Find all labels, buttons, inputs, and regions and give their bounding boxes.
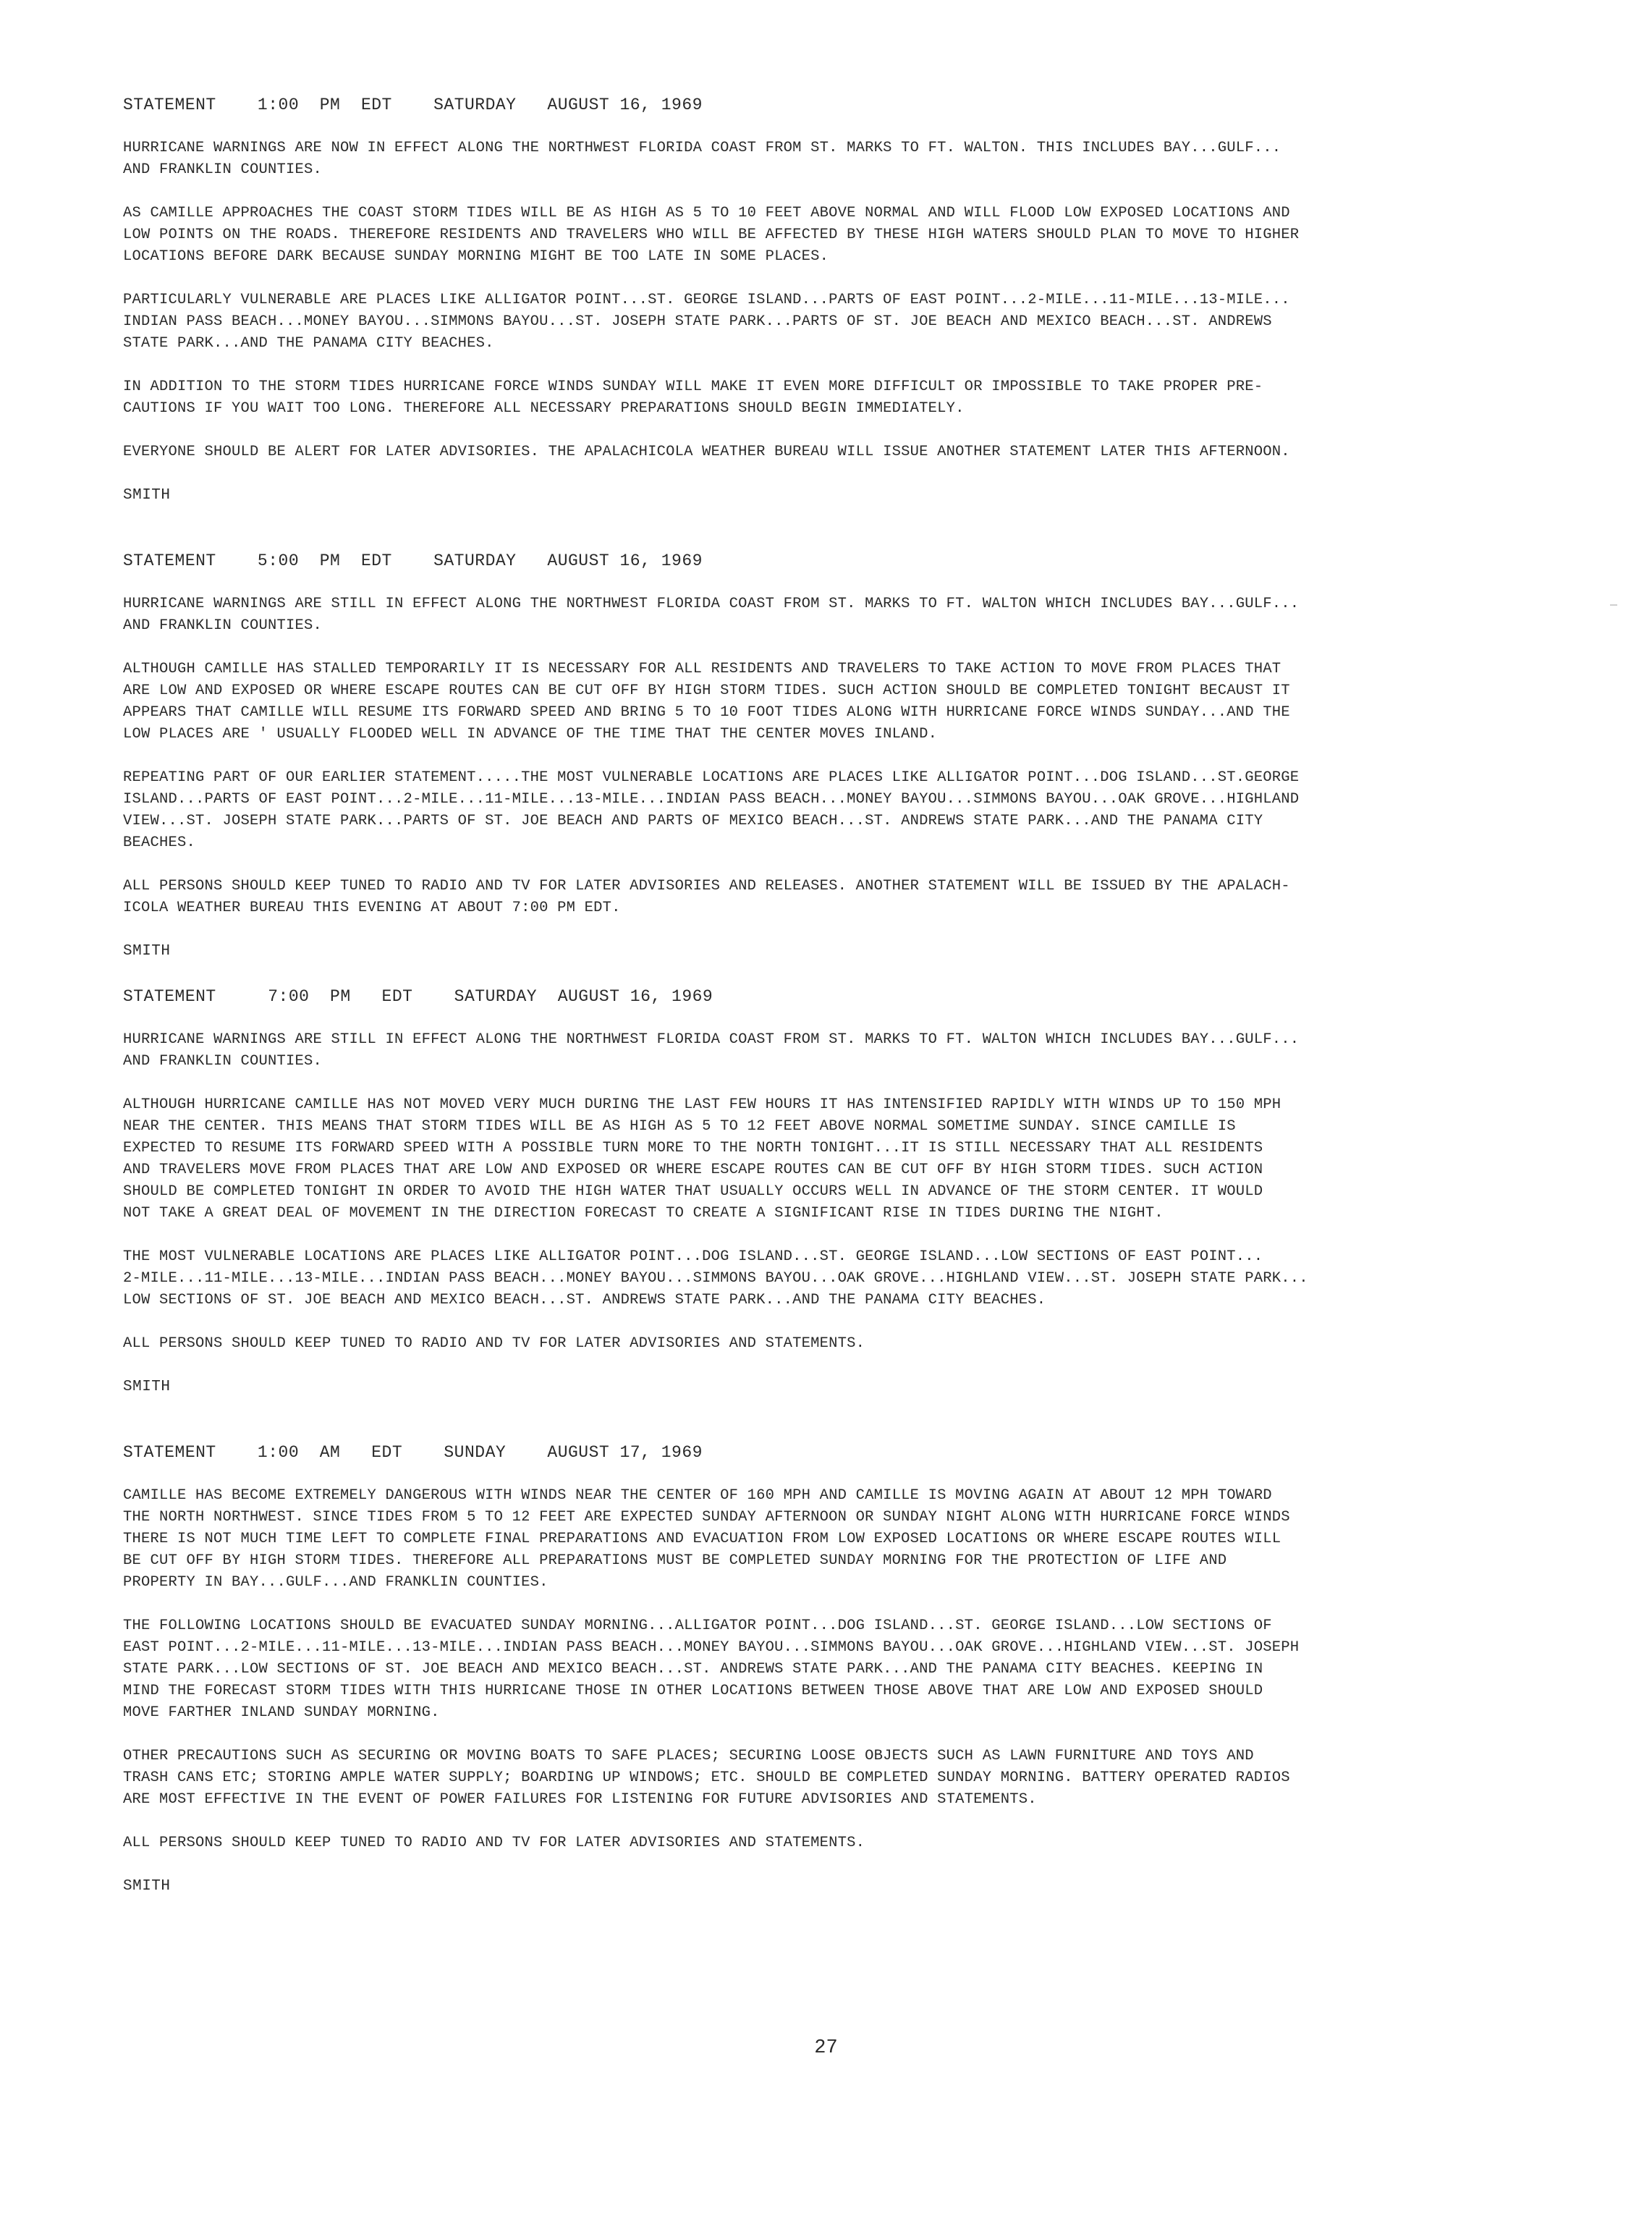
- statement-paragraph: PARTICULARLY VULNERABLE ARE PLACES LIKE ALLIGATOR POINT...ST. GEORGE ISLAND...PARTS OF EAST POINT...2-MILE...11-MILE...13-MILE... INDIAN PASS BEACH...MONEY BAYOU...SIMMONS BAYOU...ST. JOSEPH STATE PARK...PARTS OF ST. JOE BEACH AND MEXICO BEACH...ST. ANDREWS STATE PARK...AND THE PANAMA CITY BEACHES.: [123, 292, 1290, 352]
- scan-edge-mark: [1610, 604, 1617, 606]
- statement-paragraph: ALTHOUGH HURRICANE CAMILLE HAS NOT MOVED VERY MUCH DURING THE LAST FEW HOURS IT HAS INTENSIFIED RAPIDLY WITH WINDS UP TO 150 MPH NEAR THE CENTER. THIS MEANS THAT STORM TIDES WILL BE AS HIGH AS 5 TO 12 FEET ABOVE NORMAL SOMETIME SUNDAY. SINCE CAMILLE IS EXPECTED TO RESUME ITS FORWARD SPEED WITH A POSSIBLE TURN MORE TO THE NORTH TONIGHT...IT IS STILL NECESSARY THAT ALL RESIDENTS AND TRAVELERS MOVE FROM PLACES THAT ARE LOW AND EXPOSED OR WHERE ESCAPE ROUTES CAN BE CUT OFF BY HIGH STORM TIDES. SUCH ACTION SHOULD BE COMPLETED TONIGHT IN ORDER TO AVOID THE HIGH WATER THAT USUALLY OCCURS WELL IN ADVANCE OF THE STORM CENTER. IT WOULD NOT TAKE A GREAT DEAL OF MOVEMENT IN THE DIRECTION FORECAST TO CREATE A SIGNIFICANT RISE IN TIDES DURING THE NIGHT.: [123, 1096, 1282, 1222]
- statement-signature: SMITH: [123, 1379, 171, 1395]
- statement-paragraph: THE MOST VULNERABLE LOCATIONS ARE PLACES LIKE ALLIGATOR POINT...DOG ISLAND...ST. GEORGE ISLAND...LOW SECTIONS OF EAST POINT... 2-MILE...11-MILE...13-MILE...INDIAN PASS BEACH...MONEY BAYOU...SIMMONS BAYOU...OAK GROVE...HIGHLAND VIEW...ST. JOSEPH STATE PARK... LOW SECTIONS OF ST. JOE BEACH AND MEXICO BEACH...ST. ANDREWS STATE PARK...AND THE PANAMA CITY BEACHES.: [123, 1248, 1308, 1308]
- statement-heading: STATEMENT 1:00 PM EDT SATURDAY AUGUST 16, 1969: [123, 96, 703, 114]
- statement-paragraph: AS CAMILLE APPROACHES THE COAST STORM TIDES WILL BE AS HIGH AS 5 TO 10 FEET ABOVE NORMAL AND WILL FLOOD LOW EXPOSED LOCATIONS AND LOW POINTS ON THE ROADS. THEREFORE RESIDENTS AND TRAVELERS WHO WILL BE AFFECTED BY THESE HIGH WATERS SHOULD PLAN TO MOVE TO HIGHER LOCATIONS BEFORE DARK BECAUSE SUNDAY MORNING MIGHT BE TOO LATE IN SOME PLACES.: [123, 205, 1300, 265]
- statement-paragraph: HURRICANE WARNINGS ARE STILL IN EFFECT ALONG THE NORTHWEST FLORIDA COAST FROM ST. MARKS TO FT. WALTON WHICH INCLUDES BAY...GULF... AND FRANKLIN COUNTIES.: [123, 596, 1300, 634]
- statement-paragraph: OTHER PRECAUTIONS SUCH AS SECURING OR MOVING BOATS TO SAFE PLACES; SECURING LOOSE OBJECTS SUCH AS LAWN FURNITURE AND TOYS AND TRASH CANS ETC; STORING AMPLE WATER SUPPLY; BOARDING UP WINDOWS; ETC. SHOULD BE COMPLETED SUNDAY MORNING. BATTERY OPERATED RADIOS ARE MOST EFFECTIVE IN THE EVENT OF POWER FAILURES FOR LISTENING FOR FUTURE ADVISORIES AND STATEMENTS.: [123, 1748, 1290, 1808]
- statement-paragraph: ALL PERSONS SHOULD KEEP TUNED TO RADIO AND TV FOR LATER ADVISORIES AND STATEMENTS.: [123, 1835, 865, 1851]
- statement-paragraph: REPEATING PART OF OUR EARLIER STATEMENT.....THE MOST VULNERABLE LOCATIONS ARE PLACES LIKE ALLIGATOR POINT...DOG ISLAND...ST.GEORGE ISLAND...PARTS OF EAST POINT...2-MILE...11-MILE...13-MILE...INDIAN PASS BEACH...MONEY BAYOU...SIMMONS BAYOU...OAK GROVE...HIGHLAND VIEW...ST. JOSEPH STATE PARK...PARTS OF ST. JOE BEACH AND PARTS OF MEXICO BEACH...ST. ANDREWS STATE PARK...AND THE PANAMA CITY BEACHES.: [123, 769, 1300, 851]
- statement-2: [123, 550, 1570, 963]
- document-page: [123, 94, 1570, 1898]
- statement-1: [123, 94, 1570, 507]
- statement-signature: SMITH: [123, 943, 171, 960]
- statement-paragraph: THE FOLLOWING LOCATIONS SHOULD BE EVACUATED SUNDAY MORNING...ALLIGATOR POINT...DOG ISLAND...ST. GEORGE ISLAND...LOW SECTIONS OF EAST POINT...2-MILE...11-MILE...13-MILE...INDIAN PASS BEACH...MONEY BAYOU...SIMMONS BAYOU...OAK GROVE...HIGHLAND VIEW...ST. JOSEPH STATE PARK...LOW SECTIONS OF ST. JOE BEACH AND MEXICO BEACH...ST. ANDREWS STATE PARK...AND THE PANAMA CITY BEACHES. KEEPING IN MIND THE FORECAST STORM TIDES WITH THIS HURRICANE THOSE IN OTHER LOCATIONS BETWEEN THOSE ABOVE THAT ARE LOW AND EXPOSED SHOULD MOVE FARTHER INLAND SUNDAY MORNING.: [123, 1617, 1300, 1721]
- statement-paragraph: CAMILLE HAS BECOME EXTREMELY DANGEROUS WITH WINDS NEAR THE CENTER OF 160 MPH AND CAMILLE IS MOVING AGAIN AT ABOUT 12 MPH TOWARD THE NORTH NORTHWEST. SINCE TIDES FROM 5 TO 12 FEET ARE EXPECTED SUNDAY AFTERNOON OR SUNDAY NIGHT ALONG WITH HURRICANE FORCE WINDS THERE IS NOT MUCH TIME LEFT TO COMPLETE FINAL PREPARATIONS AND EVACUATION FROM LOW EXPOSED LOCATIONS OR WHERE ESCAPE ROUTES WILL BE CUT OFF BY HIGH STORM TIDES. THEREFORE ALL PREPARATIONS MUST BE COMPLETED SUNDAY MORNING FOR THE PROTECTION OF LIFE AND PROPERTY IN BAY...GULF...AND FRANKLIN COUNTIES.: [123, 1487, 1290, 1591]
- statement-paragraph: ALL PERSONS SHOULD KEEP TUNED TO RADIO AND TV FOR LATER ADVISORIES AND RELEASES. ANOTHER STATEMENT WILL BE ISSUED BY THE APALACH- ICOLA WEATHER BUREAU THIS EVENING AT ABOUT 7:00 PM EDT.: [123, 878, 1290, 916]
- statement-paragraph: ALTHOUGH CAMILLE HAS STALLED TEMPORARILY IT IS NECESSARY FOR ALL RESIDENTS AND TRAVELERS TO TAKE ACTION TO MOVE FROM PLACES THAT ARE LOW AND EXPOSED OR WHERE ESCAPE ROUTES CAN BE CUT OFF BY HIGH STORM TIDES. SUCH ACTION SHOULD BE COMPLETED TONIGHT BECAUST IT APPEARS THAT CAMILLE WILL RESUME ITS FORWARD SPEED AND BRING 5 TO 10 FOOT TIDES ALONG WITH HURRICANE FORCE WINDS SUNDAY...AND THE LOW PLACES ARE ' USUALLY FLOODED WELL IN ADVANCE OF THE TIME THAT THE CENTER MOVES INLAND.: [123, 661, 1290, 743]
- statement-heading: STATEMENT 5:00 PM EDT SATURDAY AUGUST 16, 1969: [123, 551, 703, 570]
- page-number: 27: [814, 2037, 838, 2059]
- statement-3: [123, 986, 1570, 1398]
- statement-4: [123, 1442, 1570, 1898]
- statement-signature: SMITH: [123, 487, 171, 504]
- statement-heading: STATEMENT 7:00 PM EDT SATURDAY AUGUST 16, 1969: [123, 987, 713, 1006]
- statement-paragraph: EVERYONE SHOULD BE ALERT FOR LATER ADVISORIES. THE APALACHICOLA WEATHER BUREAU WILL ISSUE ANOTHER STATEMENT LATER THIS AFTERNOON.: [123, 444, 1290, 460]
- statement-paragraph: IN ADDITION TO THE STORM TIDES HURRICANE FORCE WINDS SUNDAY WILL MAKE IT EVEN MORE DIFFICULT OR IMPOSSIBLE TO TAKE PROPER PRE- CAUTIONS IF YOU WAIT TOO LONG. THEREFORE ALL NECESSARY PREPARATIONS SHOULD BEGIN IMMEDIATELY.: [123, 379, 1263, 417]
- statement-signature: SMITH: [123, 1878, 171, 1895]
- statement-paragraph: HURRICANE WARNINGS ARE NOW IN EFFECT ALONG THE NORTHWEST FLORIDA COAST FROM ST. MARKS TO FT. WALTON. THIS INCLUDES BAY...GULF... AND FRANKLIN COUNTIES.: [123, 140, 1282, 178]
- statement-heading: STATEMENT 1:00 AM EDT SUNDAY AUGUST 17, 1969: [123, 1443, 703, 1462]
- statement-paragraph: ALL PERSONS SHOULD KEEP TUNED TO RADIO AND TV FOR LATER ADVISORIES AND STATEMENTS.: [123, 1335, 865, 1352]
- statement-paragraph: HURRICANE WARNINGS ARE STILL IN EFFECT ALONG THE NORTHWEST FLORIDA COAST FROM ST. MARKS TO FT. WALTON WHICH INCLUDES BAY...GULF... AND FRANKLIN COUNTIES.: [123, 1031, 1300, 1070]
